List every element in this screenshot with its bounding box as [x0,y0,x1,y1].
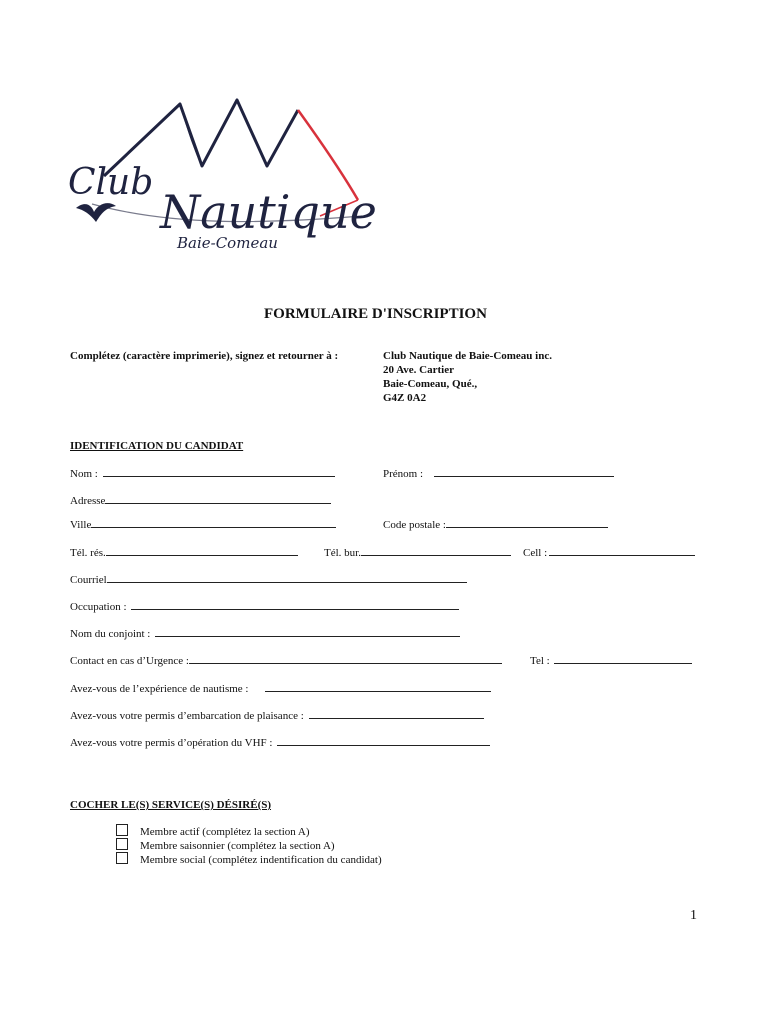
cell-label: Cell : [523,547,548,559]
logo-word-nautique: Nautique [160,185,377,239]
code-postal-row [383,516,608,531]
tel-res-row [70,544,298,559]
instructions-lead: Complétez (caractère imprimerie), signez et retourner à : [70,350,339,362]
services-heading: COCHER LE(S) SERVICE(S) DÉSIRÉ(S) [70,799,272,811]
experience-field[interactable] [265,680,491,692]
code-postal-field[interactable] [446,516,608,528]
prenom-label: Prénom : [383,468,424,480]
permis-plaisance-row [70,707,484,722]
courriel-field[interactable] [107,571,467,583]
experience-row [70,680,491,695]
tel-bur-label: Tél. bur. [324,547,361,559]
contact-urgence-row [70,652,502,667]
code-postal-label: Code postale : [383,519,446,531]
permis-plaisance-label: Avez-vous votre permis d’embarcation de plaisance : [70,710,304,722]
courriel-label: Courriel [70,574,107,586]
address-line-1: Club Nautique de Baie-Comeau inc. [383,350,552,362]
experience-label: Avez-vous de l’expérience de nautisme : [70,683,249,695]
permis-plaisance-field[interactable] [309,707,484,719]
tel-res-label: Tél. rés. [70,547,106,559]
adresse-label: Adresse [70,495,106,507]
form-title: FORMULAIRE D'INSCRIPTION [264,306,487,322]
tel-bur-field[interactable] [361,544,511,556]
occupation-row [70,598,459,613]
identification-heading: IDENTIFICATION DU CANDIDAT [70,440,244,452]
service-option-label: Membre saisonnier (complétez la section A) [140,840,335,852]
tel-bur-row [324,544,511,559]
occupation-field[interactable] [131,598,459,610]
prenom-field[interactable] [434,465,614,477]
tel-res-field[interactable] [106,544,298,556]
conjoint-row [70,625,460,640]
logo-word-club: Club [68,162,154,203]
address-line-2: 20 Ave. Cartier [383,364,454,376]
nom-field[interactable] [103,465,335,477]
page-number: 1 [690,908,697,923]
ville-field[interactable] [91,516,336,528]
checkbox-membre-social[interactable] [116,852,128,864]
occupation-label: Occupation : [70,601,127,613]
service-option-social [116,852,382,866]
address-line-4: G4Z 0A2 [383,392,427,404]
checkbox-membre-saisonnier[interactable] [116,838,128,850]
tel-label: Tel : [530,655,550,667]
service-option-actif [116,824,310,838]
contact-urgence-label: Contact en cas d’Urgence : [70,655,189,667]
permis-vhf-label: Avez-vous votre permis d’opération du VHF : [70,737,273,749]
contact-urgence-field[interactable] [189,652,502,664]
service-option-saisonnier [116,838,335,852]
ville-row [70,516,336,531]
checkbox-membre-actif[interactable] [116,824,128,836]
permis-vhf-field[interactable] [277,734,490,746]
service-option-label: Membre social (complétez indentification du candidat) [140,854,382,866]
club-nautique-logo [62,96,392,266]
permis-vhf-row [70,734,490,749]
conjoint-field[interactable] [155,625,460,637]
prenom-row [383,465,614,480]
cell-field[interactable] [549,544,695,556]
ville-label: Ville [70,519,92,531]
cell-row [523,544,695,559]
adresse-row [70,492,331,507]
nom-row [70,465,335,480]
nom-label: Nom : [70,468,98,480]
logo-word-baie-comeau: Baie-Comeau [177,234,278,252]
service-option-label: Membre actif (complétez la section A) [140,826,310,838]
address-line-3: Baie-Comeau, Qué., [383,378,478,390]
tel-row [530,652,692,667]
adresse-field[interactable] [105,492,331,504]
conjoint-label: Nom du conjoint : [70,628,151,640]
courriel-row [70,571,467,586]
tel-field[interactable] [554,652,692,664]
